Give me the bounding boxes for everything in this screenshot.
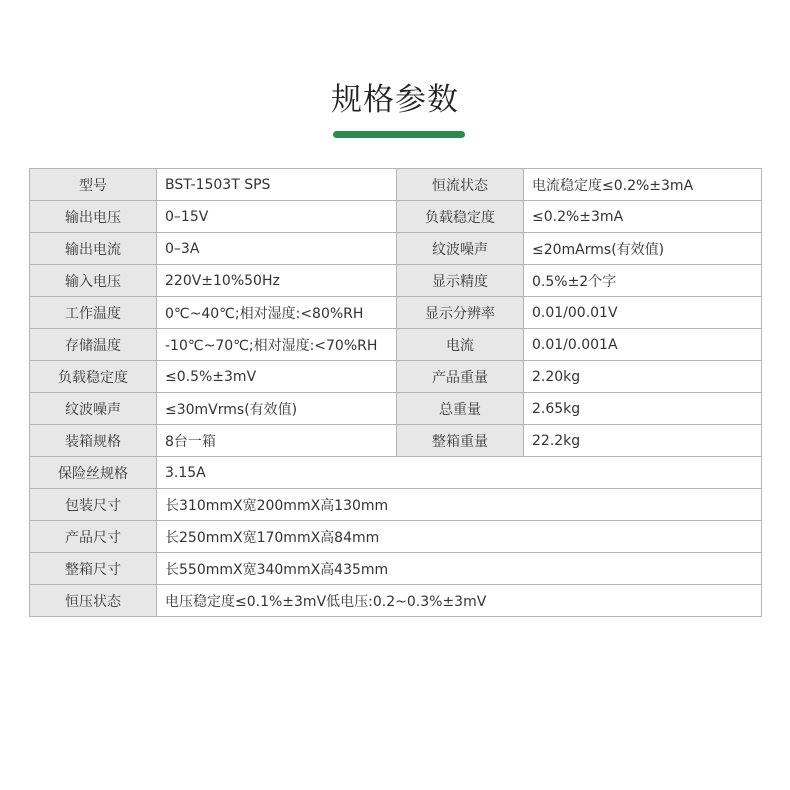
- spec-label: 整箱重量: [397, 425, 524, 457]
- table-row: [30, 361, 762, 393]
- spec-label: 显示分辨率: [397, 297, 524, 329]
- spec-value: 电压稳定度≤0.1%±3mV低电压:0.2~0.3%±3mV: [157, 585, 762, 617]
- table-row: [30, 265, 762, 297]
- spec-value: 电流稳定度≤0.2%±3mA: [524, 169, 762, 201]
- spec-label: 产品重量: [397, 361, 524, 393]
- spec-value: 2.20kg: [524, 361, 762, 393]
- spec-label: 型号: [30, 169, 157, 201]
- spec-value: 0–15V: [157, 201, 397, 233]
- table-row: [30, 457, 762, 489]
- spec-value: 0.5%±2个字: [524, 265, 762, 297]
- spec-label: 输出电流: [30, 233, 157, 265]
- spec-value: 0℃~40℃;相对湿度:<80%RH: [157, 297, 397, 329]
- table-row: [30, 585, 762, 617]
- table-row: [30, 425, 762, 457]
- spec-value: ≤0.5%±3mV: [157, 361, 397, 393]
- table-row: [30, 329, 762, 361]
- table-row: [30, 393, 762, 425]
- spec-value: 0.01/0.001A: [524, 329, 762, 361]
- spec-label: 输入电压: [30, 265, 157, 297]
- table-row: [30, 297, 762, 329]
- spec-value: 0–3A: [157, 233, 397, 265]
- spec-label: 负载稳定度: [397, 201, 524, 233]
- spec-label: 总重量: [397, 393, 524, 425]
- page-title: 规格参数: [331, 82, 459, 118]
- spec-label: 负载稳定度: [30, 361, 157, 393]
- table-row: [30, 489, 762, 521]
- spec-value: BST-1503T SPS: [157, 169, 397, 201]
- spec-value: 2.65kg: [524, 393, 762, 425]
- spec-value: 3.15A: [157, 457, 762, 489]
- table-row: [30, 233, 762, 265]
- spec-label: 保险丝规格: [30, 457, 157, 489]
- table-row: [30, 521, 762, 553]
- spec-label: 产品尺寸: [30, 521, 157, 553]
- spec-label: 整箱尺寸: [30, 553, 157, 585]
- spec-value: ≤0.2%±3mA: [524, 201, 762, 233]
- spec-value: 长310mmX宽200mmX高130mm: [157, 489, 762, 521]
- spec-label: 纹波噪声: [397, 233, 524, 265]
- spec-value: ≤30mVrms(有效值): [157, 393, 397, 425]
- spec-value: 长550mmX宽340mmX高435mm: [157, 553, 762, 585]
- spec-label: 纹波噪声: [30, 393, 157, 425]
- title-underline: [333, 131, 465, 138]
- spec-label: 电流: [397, 329, 524, 361]
- spec-value: 0.01/00.01V: [524, 297, 762, 329]
- spec-value: -10℃~70℃;相对湿度:<70%RH: [157, 329, 397, 361]
- spec-label: 恒流状态: [397, 169, 524, 201]
- spec-value: 220V±10%50Hz: [157, 265, 397, 297]
- spec-table: [29, 168, 762, 617]
- spec-label: 恒压状态: [30, 585, 157, 617]
- spec-value: 长250mmX宽170mmX高84mm: [157, 521, 762, 553]
- spec-label: 包装尺寸: [30, 489, 157, 521]
- spec-label: 工作温度: [30, 297, 157, 329]
- spec-label: 输出电压: [30, 201, 157, 233]
- table-row: [30, 169, 762, 201]
- table-row: [30, 553, 762, 585]
- spec-label: 装箱规格: [30, 425, 157, 457]
- table-row: [30, 201, 762, 233]
- spec-value: ≤20mArms(有效值): [524, 233, 762, 265]
- spec-label: 存储温度: [30, 329, 157, 361]
- spec-value: 22.2kg: [524, 425, 762, 457]
- spec-value: 8台一箱: [157, 425, 397, 457]
- spec-label: 显示精度: [397, 265, 524, 297]
